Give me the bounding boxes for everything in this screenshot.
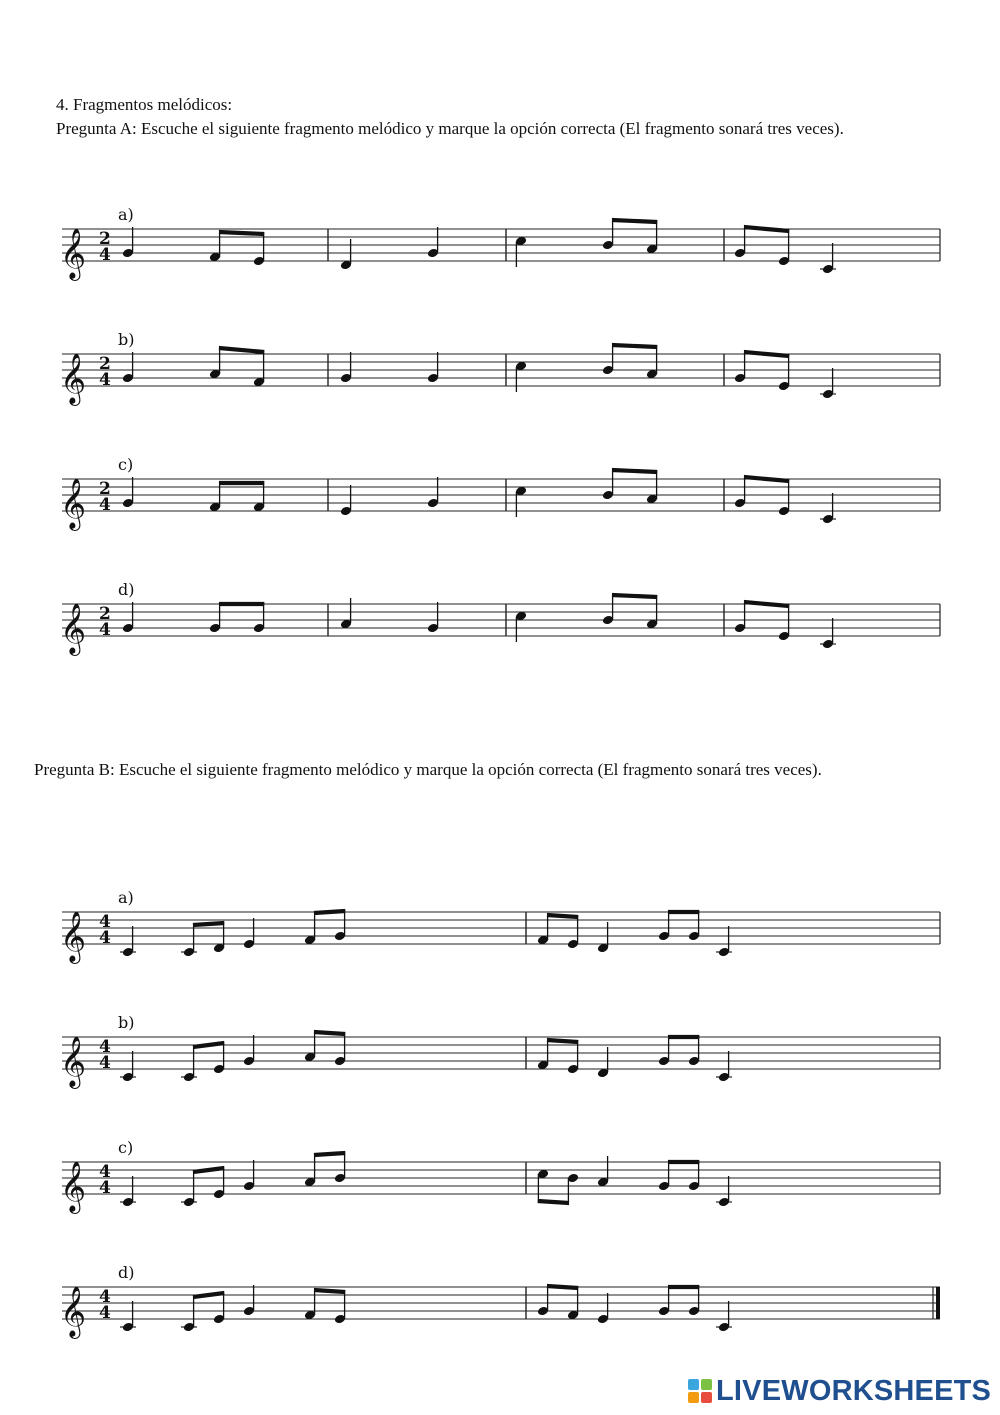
note-beam xyxy=(219,232,264,234)
option-label: d) xyxy=(118,1263,135,1282)
staff-option-a-d xyxy=(60,580,940,656)
note-beam xyxy=(314,1290,345,1292)
note-beam xyxy=(744,227,789,231)
time-signature-top: 2 xyxy=(99,479,111,499)
note-beam xyxy=(538,1201,569,1203)
treble-clef-icon: 𝄞 xyxy=(60,603,87,654)
time-signature-bottom: 4 xyxy=(99,245,111,265)
staff-option-a-a xyxy=(60,205,940,281)
note-beam xyxy=(547,915,578,917)
time-signature-bottom: 4 xyxy=(99,1178,111,1198)
time-signature-top: 2 xyxy=(99,229,111,249)
option-label: c) xyxy=(118,1138,134,1157)
question-a-text: Pregunta A: Escuche el siguiente fragmento melódico y marque la opción correcta (El fragmento sonará tres veces). xyxy=(56,119,844,138)
note-beam xyxy=(314,1032,345,1034)
time-signature-bottom: 4 xyxy=(99,620,111,640)
option-label: b) xyxy=(118,1013,135,1032)
time-signature-bottom: 4 xyxy=(99,370,111,390)
time-signature-bottom: 4 xyxy=(99,1303,111,1323)
treble-clef-icon: 𝄞 xyxy=(60,1161,87,1212)
time-signature-top: 2 xyxy=(99,354,111,374)
option-label: d) xyxy=(118,580,135,599)
note-beam xyxy=(193,923,224,925)
treble-clef-icon: 𝄞 xyxy=(60,353,87,404)
section-heading: 4. Fragmentos melódicos: xyxy=(56,95,233,114)
staff-option-b-b xyxy=(60,1013,940,1089)
note-beam xyxy=(612,595,657,597)
option-label: a) xyxy=(118,888,134,907)
note-beam xyxy=(193,1168,224,1172)
time-signature-bottom: 4 xyxy=(99,928,111,948)
option-label: c) xyxy=(118,455,134,474)
final-barline-thick xyxy=(936,1287,940,1319)
treble-clef-icon: 𝄞 xyxy=(60,228,87,279)
note-beam xyxy=(547,1040,578,1042)
time-signature-bottom: 4 xyxy=(99,1053,111,1073)
note-beam xyxy=(744,352,789,356)
time-signature-top: 4 xyxy=(99,1162,111,1182)
staff-option-b-d xyxy=(60,1263,940,1339)
liveworksheets-logo xyxy=(688,1374,991,1408)
option-label: b) xyxy=(118,330,135,349)
logo-text: LIVEWORKSHEETS xyxy=(716,1374,992,1407)
option-label: a) xyxy=(118,205,134,224)
note-beam xyxy=(547,1286,578,1288)
time-signature-top: 4 xyxy=(99,912,111,932)
note-beam xyxy=(314,911,345,913)
staff-option-a-c xyxy=(60,455,940,531)
time-signature-bottom: 4 xyxy=(99,495,111,515)
note-beam xyxy=(219,348,264,352)
note-beam xyxy=(314,1153,345,1155)
staff-option-a-b xyxy=(60,330,940,406)
note-beam xyxy=(193,1043,224,1047)
time-signature-top: 4 xyxy=(99,1037,111,1057)
treble-clef-icon: 𝄞 xyxy=(60,478,87,529)
note-beam xyxy=(612,220,657,222)
staff-option-b-c xyxy=(60,1138,940,1214)
time-signature-top: 4 xyxy=(99,1287,111,1307)
note-beam xyxy=(744,477,789,481)
treble-clef-icon: 𝄞 xyxy=(60,1286,87,1337)
note-beam xyxy=(744,602,789,606)
liveworksheets-logo-icon xyxy=(688,1379,712,1403)
note-beam xyxy=(612,345,657,347)
time-signature-top: 2 xyxy=(99,604,111,624)
note-beam xyxy=(612,470,657,472)
note-beam xyxy=(193,1293,224,1297)
question-b-text: Pregunta B: Escuche el siguiente fragmento melódico y marque la opción correcta (El fragmento sonará tres veces). xyxy=(34,760,822,779)
staff-option-b-a xyxy=(60,888,940,964)
treble-clef-icon: 𝄞 xyxy=(60,1036,87,1087)
treble-clef-icon: 𝄞 xyxy=(60,911,87,962)
